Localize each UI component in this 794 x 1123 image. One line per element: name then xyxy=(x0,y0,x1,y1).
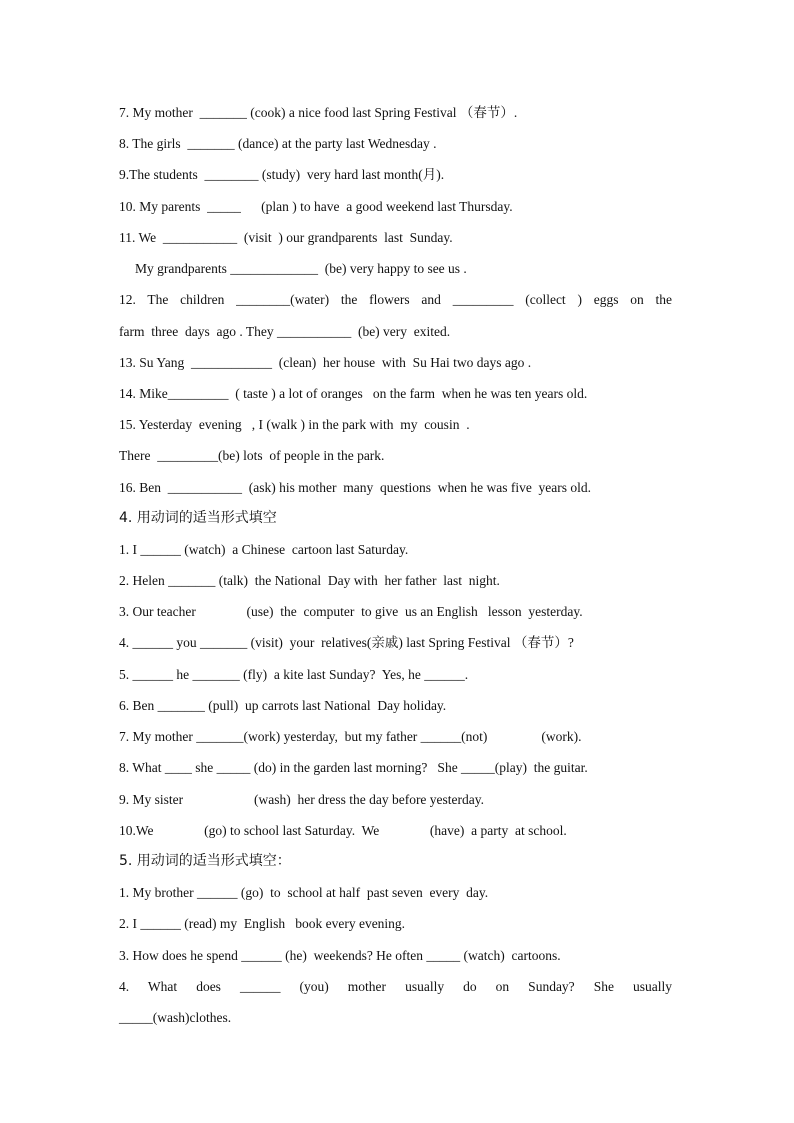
exercise-line: 5. ______ he _______ (fly) a kite last Sunday? Yes, he ______. xyxy=(119,667,469,682)
exercise-line: 10. My parents _____ (plan ) to have a good weekend last Thursday. xyxy=(119,199,513,214)
exercise-line: 8. The girls _______ (dance) at the party last Wednesday . xyxy=(119,136,437,151)
exercise-line: 16. Ben ___________ (ask) his mother many questions when he was five years old. xyxy=(119,480,592,495)
exercise-line: 14. Mike_________ ( taste ) a lot of oranges on the farm when he was ten years old. xyxy=(119,386,588,401)
section-heading: 4. 用动词的适当形式填空 xyxy=(119,510,277,526)
exercise-line: 4. ______ you _______ (visit) your relatives(亲戚) last Spring Festival （春节）? xyxy=(119,635,574,650)
exercise-line: 3. How does he spend ______ (he) weekends? He often _____ (watch) cartoons. xyxy=(119,948,561,963)
exercise-line: 1. I ______ (watch) a Chinese cartoon last Saturday. xyxy=(119,542,409,557)
exercise-line: 6. Ben _______ (pull) up carrots last National Day holiday. xyxy=(119,698,447,713)
exercise-line: 11. We ___________ (visit ) our grandparents last Sunday. xyxy=(119,230,453,245)
exercise-line: 7. My mother _______ (cook) a nice food last Spring Festival （春节）. xyxy=(119,105,518,120)
exercise-line: There _________(be) lots of people in the park. xyxy=(119,448,385,463)
exercise-line: farm three days ago . They ___________ (be) very exited. xyxy=(119,324,451,339)
exercise-line: My grandparents _____________ (be) very happy to see us . xyxy=(135,261,467,276)
exercise-line: 2. Helen _______ (talk) the National Day with her father last night. xyxy=(119,573,500,588)
exercise-line: 13. Su Yang ____________ (clean) her house with Su Hai two days ago . xyxy=(119,355,532,370)
exercise-line: 4. What does ______ (you) mother usually do on Sunday? She usually xyxy=(119,979,672,994)
exercise-line: 3. Our teacher (use) the computer to give us an English lesson yesterday. xyxy=(119,604,583,619)
exercise-line: 15. Yesterday evening , I (walk ) in the park with my cousin . xyxy=(119,417,470,432)
exercise-line: 9.The students ________ (study) very hard last month(月). xyxy=(119,167,445,182)
exercise-line: 12. The children ________(water) the flowers and _________ (collect ) eggs on the xyxy=(119,292,672,307)
exercise-line: 7. My mother _______(work) yesterday, but my father ______(not) (work). xyxy=(119,729,582,744)
exercise-line: 1. My brother ______ (go) to school at half past seven every day. xyxy=(119,885,489,900)
exercise-line: 8. What ____ she _____ (do) in the garden last morning? She _____(play) the guitar. xyxy=(119,760,588,775)
exercise-line: 10.We (go) to school last Saturday. We (have) a party at school. xyxy=(119,823,567,838)
exercise-line: 9. My sister (wash) her dress the day before yesterday. xyxy=(119,792,485,807)
exercise-line: 2. I ______ (read) my English book every evening. xyxy=(119,916,406,931)
exercise-line: _____(wash)clothes. xyxy=(119,1010,232,1025)
section-heading: 5. 用动词的适当形式填空： xyxy=(119,853,291,869)
